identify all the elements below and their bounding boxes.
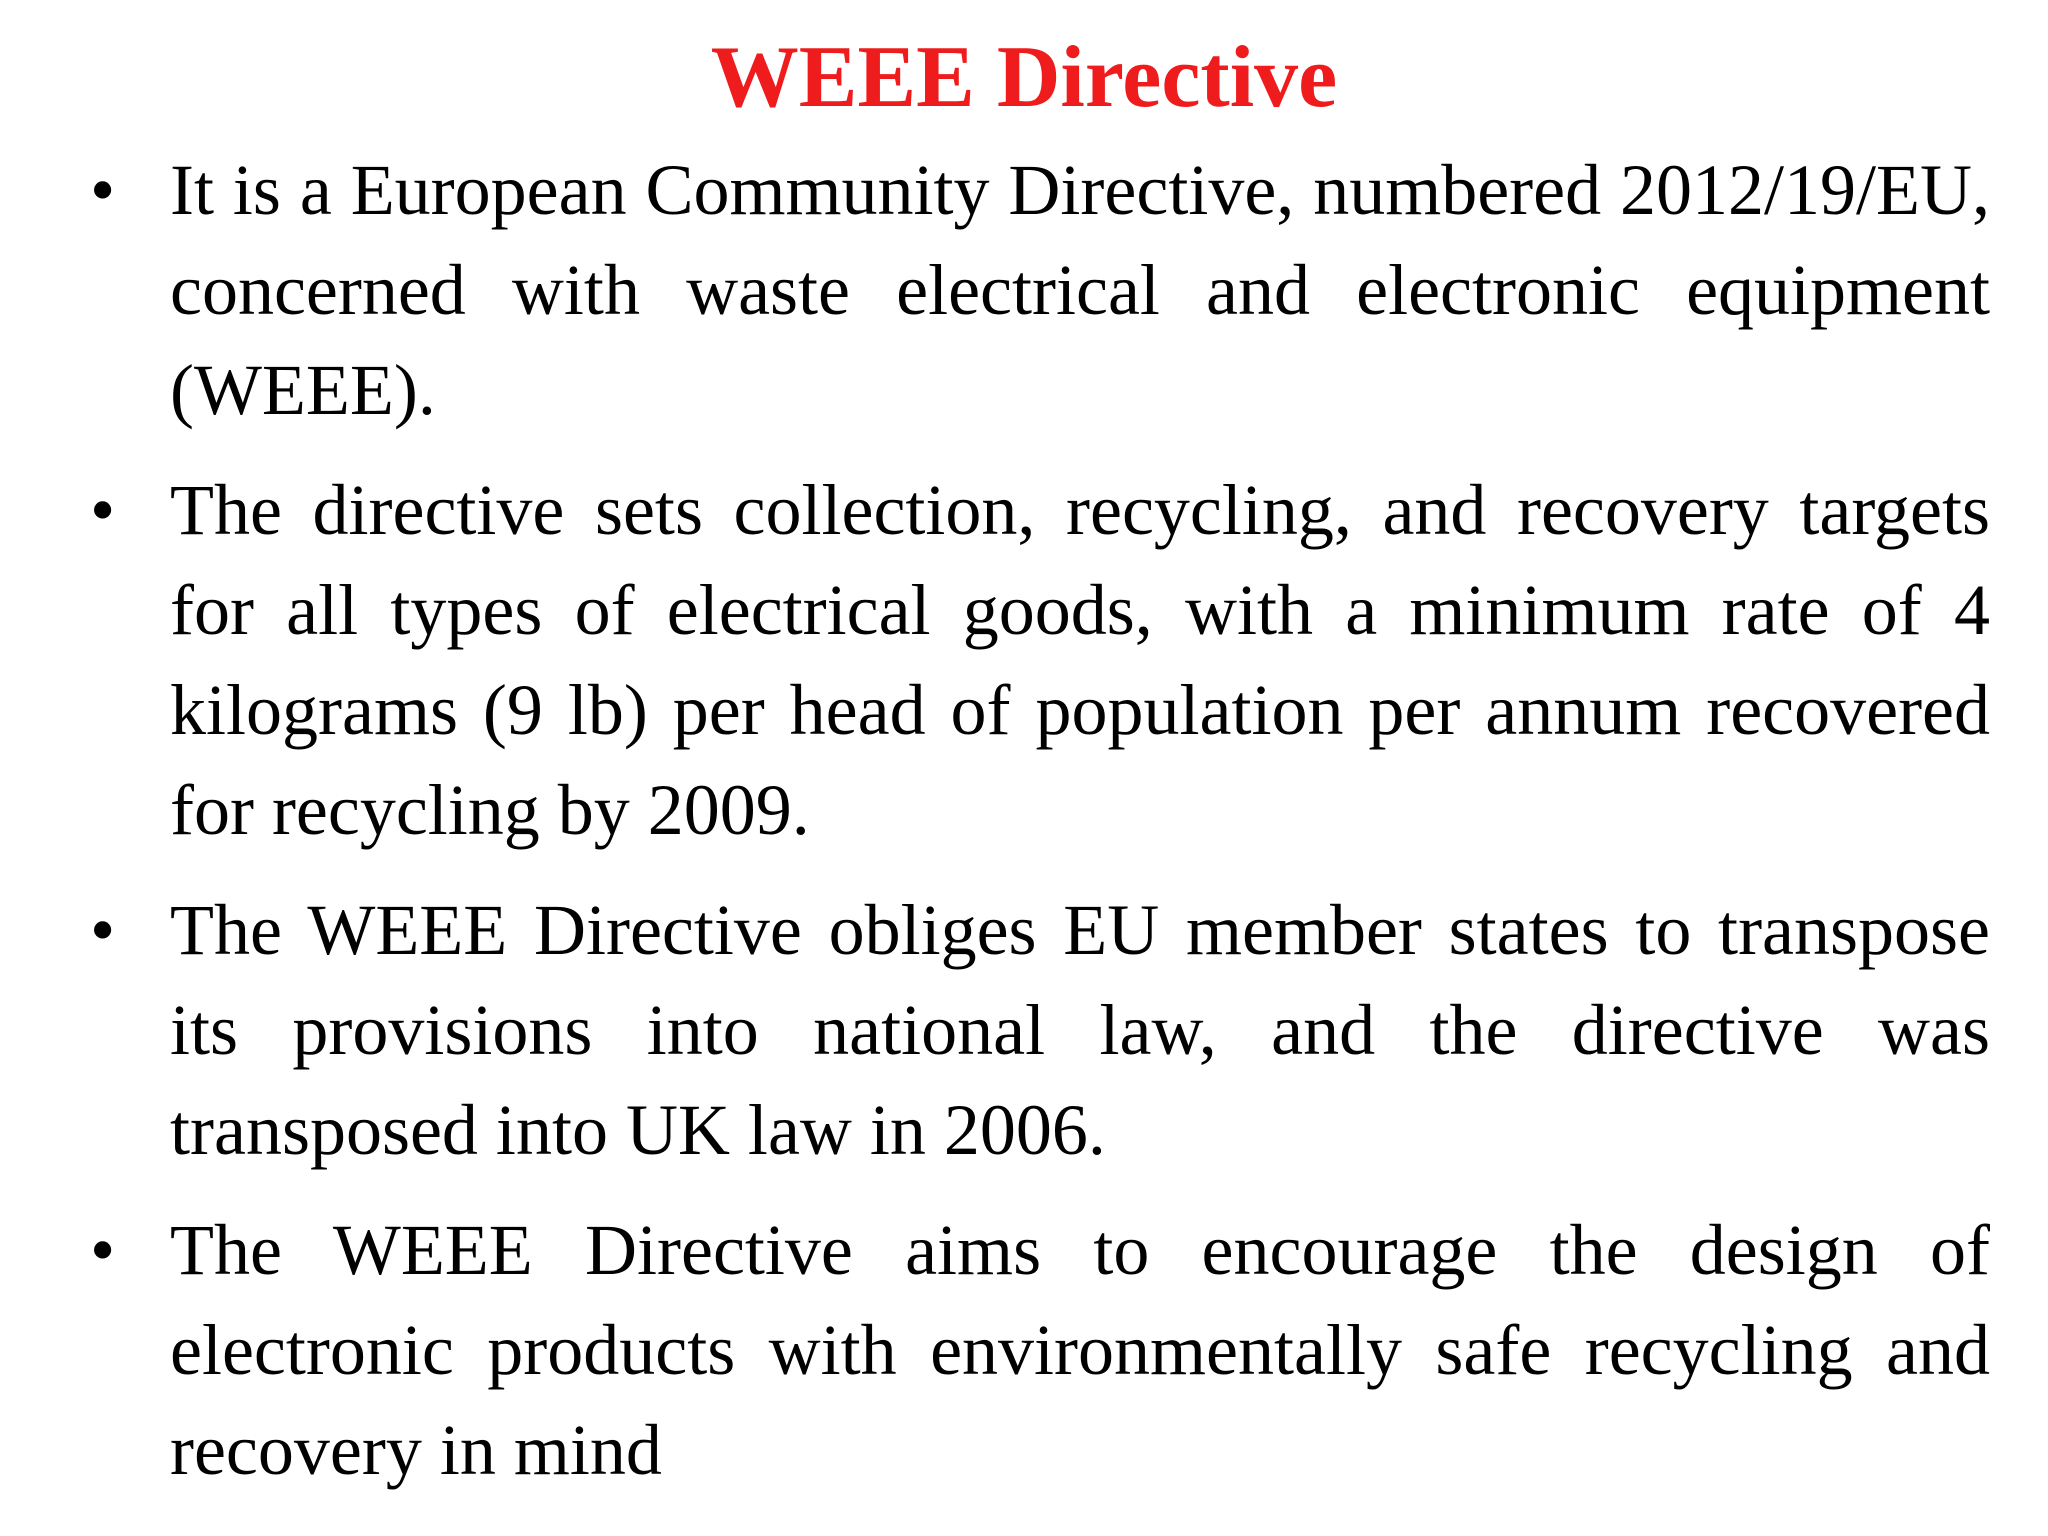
bullet-item: [90, 140, 1990, 440]
bullet-icon: •: [90, 150, 116, 230]
bullet-icon: •: [90, 890, 116, 970]
bullet-icon: •: [90, 1210, 116, 1290]
bullet-text: The WEEE Directive aims to encourage the design of electronic products with environmentally safe recycling and recovery in mind: [170, 1210, 1990, 1490]
bullet-text: It is a European Community Directive, numbered 2012/19/EU, concerned with waste electrical and electronic equipment (WEEE).: [170, 150, 1990, 430]
bullet-item: [90, 880, 1990, 1180]
bullet-icon: •: [90, 470, 116, 550]
bullet-list: [90, 140, 1990, 1520]
slide-title: WEEE Directive: [710, 29, 1338, 126]
bullet-item: [90, 1200, 1990, 1500]
bullet-text: The WEEE Directive obliges EU member states to transpose its provisions into national law, and the directive was transposed into UK law in 2006.: [170, 890, 1990, 1170]
bullet-text: The directive sets collection, recycling, and recovery targets for all types of electrical goods, with a minimum rate of 4 kilograms (9 lb) per head of population per annum recovered for recycling by 2009.: [170, 470, 1990, 850]
bullet-item: [90, 460, 1990, 860]
